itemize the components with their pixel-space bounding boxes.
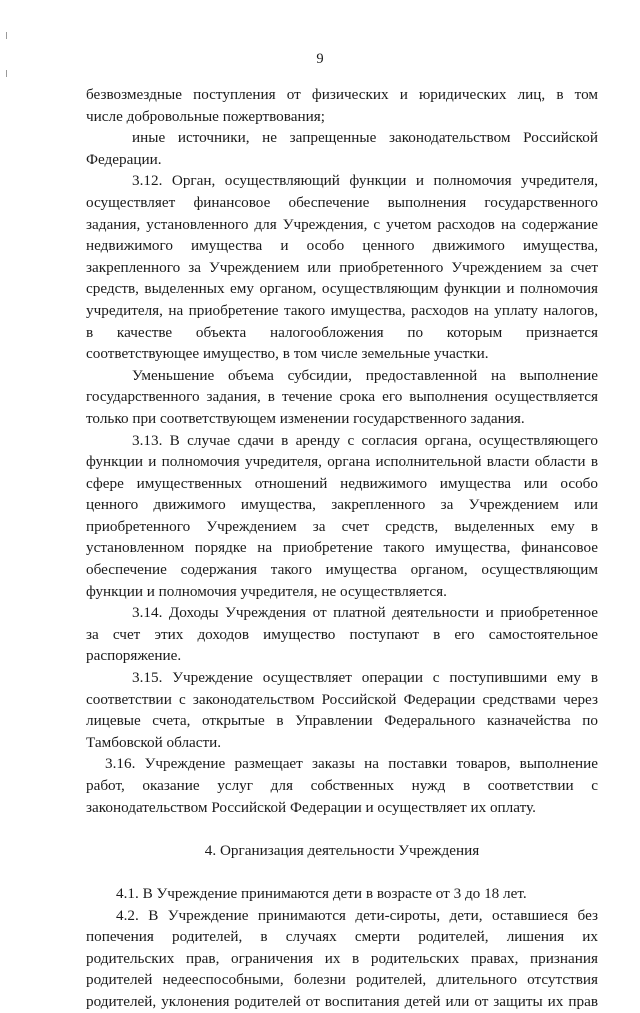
text-line: 3.12. Орган, осуществляющий функции и полномочия учредителя, [132, 172, 598, 190]
text-line: лицевые счета, открытые в Управлении Федерального казначейства по [86, 712, 598, 730]
text-line: соответствующее имущество, в том числе земельные участки. [86, 345, 489, 363]
paragraph [86, 430, 598, 603]
text-line: иные источники, не запрещенные законодательством Российской [132, 129, 598, 147]
section-heading [86, 840, 598, 862]
paragraph [86, 170, 598, 364]
paragraph [86, 84, 598, 127]
page-number: 9 [316, 51, 324, 67]
text-line: учредителя, на приобретение такого имущества, расходов на уплату налогов, [86, 301, 598, 319]
paragraph [86, 883, 598, 905]
text-line: сфере имущественных отношений недвижимого имущества или особо [86, 474, 598, 492]
document-body [86, 84, 598, 1013]
paragraph [86, 602, 598, 667]
text-line: родителей недееспособными, болезни родителей, длительного отсутствия [86, 971, 598, 989]
text-line: 4.2. В Учреждение принимаются дети-сироты, дети, оставшиеся без [116, 906, 598, 924]
paragraph [86, 365, 598, 430]
text-line: в качестве объекта налогообложения по которым признается [86, 323, 598, 341]
paragraph [86, 667, 598, 753]
text-line: функции и полномочия учредителя, органа исполнительной власти области в [86, 453, 598, 471]
text-line: установленном порядке на приобретение такого имущества, финансовое [86, 539, 598, 557]
text-line: соответствии с законодательством Российской Федерации средствами через [86, 690, 598, 708]
text-line: задания, установленного для Учреждения, с учетом расходов на содержание [86, 215, 598, 233]
text-line: государственного задания, в течение срока его выполнения осуществляется [86, 388, 598, 406]
text-line: Федерации. [86, 150, 162, 168]
text-line: Уменьшение объема субсидии, предоставленной на выполнение [132, 366, 598, 384]
paragraph [86, 127, 598, 170]
blank-line [86, 818, 598, 840]
text-line: законодательством Российской Федерации и осуществляет их оплату. [86, 798, 536, 816]
text-line: 3.15. Учреждение осуществляет операции с поступившими ему в [132, 669, 598, 687]
text-line: 3.14. Доходы Учреждения от платной деятельности и приобретенное [132, 604, 598, 622]
text-line: числе добровольные пожертвования; [86, 107, 325, 125]
text-line: недвижимого имущества и особо ценного движимого имущества, [86, 237, 598, 255]
text-line: приобретенного Учреждением за счет средств, выделенных ему в [86, 517, 598, 535]
text-line: 3.16. Учреждение размещает заказы на поставки товаров, выполнение [105, 755, 598, 773]
text-line: безвозмездные поступления от физических и юридических лиц, в том [86, 86, 598, 103]
text-line: средств, выделенных ему органом, осуществляющим функции и полномочия [86, 280, 598, 298]
text-line: за счет этих доходов имущество поступают в его самостоятельное [86, 625, 598, 643]
margin-mark [6, 32, 7, 39]
paragraph [86, 753, 598, 818]
text-line: осуществляет финансовое обеспечение выполнения государственного [86, 193, 598, 211]
text-line: родительских прав, ограничения их в родительских правах, признания [86, 949, 598, 967]
text-line: 4.1. В Учреждение принимаются дети в возрасте от 3 до 18 лет. [116, 884, 527, 902]
text-line: Тамбовской области. [86, 733, 222, 751]
text-line: работ, оказание услуг для собственных нужд в соответствии с [86, 777, 598, 794]
text-line: 3.13. В случае сдачи в аренду с согласия органа, осуществляющего [132, 431, 598, 449]
text-line: закрепленного за Учреждением или приобретенного Учреждением за счет [86, 258, 598, 276]
text-line: родителей, уклонения родителей от воспитания детей или от защиты их прав [86, 992, 598, 1010]
paragraph [86, 905, 598, 1013]
text-line: распоряжение. [86, 647, 182, 665]
text-line: только при соответствующем изменении государственного задания. [86, 409, 525, 427]
blank-line [86, 861, 598, 883]
text-line: ценного движимого имущества, закрепленного за Учреждением или [86, 496, 598, 514]
text-line: обеспечение содержания такого имущества органом, осуществляющим [86, 561, 598, 579]
text-line: попечения родителей, в случаях смерти родителей, лишения их [86, 928, 598, 946]
text-line: функции и полномочия учредителя, не осуществляется. [86, 582, 447, 600]
margin-mark [6, 70, 7, 77]
heading-line: 4. Организация деятельности Учреждения [204, 841, 480, 859]
